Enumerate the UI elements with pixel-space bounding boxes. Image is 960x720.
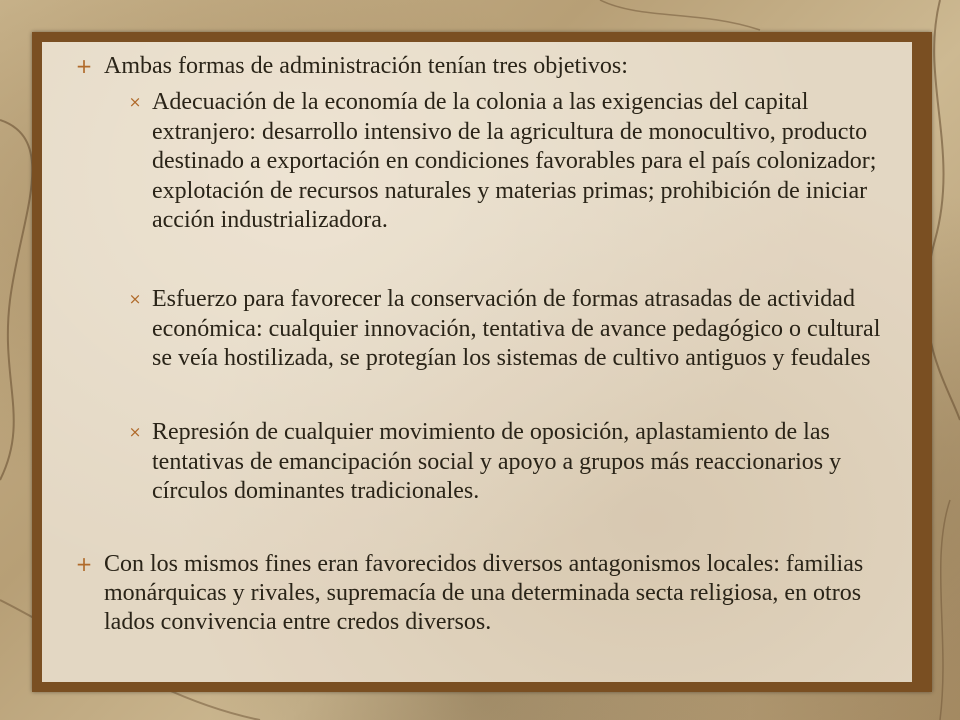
- cross-icon: ×: [128, 93, 142, 111]
- bullet-text: Con los mismos fines eran favorecidos diversos antagonismos locales: familias monárquicas y rivales, supremacía de una determinada secta religiosa, en otros lados convivencia entre credos diversos.: [104, 551, 864, 635]
- sub-bullet-text: Adecuación de la economía de la colonia a las exigencias del capital extranjero: desarrollo intensivo de la agricultura de monocultivo, producto destinado a exportación en condiciones favorables para el país colonizador; explotación de recursos naturales y materias primas; prohibición de iniciar acción industrializadora.: [152, 89, 877, 233]
- slide-content: [42, 42, 912, 682]
- sub-bullet-item-repression: [128, 418, 892, 507]
- bullet-item-objectives: [75, 52, 874, 81]
- cross-icon: ×: [128, 290, 142, 308]
- bullet-text: Ambas formas de administración tenían tres objetivos:: [104, 53, 628, 79]
- bullet-item-antagonisms: [75, 550, 874, 637]
- sub-bullet-item-conservation: [128, 285, 892, 374]
- sub-bullet-item-economy: [128, 88, 892, 236]
- sub-bullet-text: Represión de cualquier movimiento de oposición, aplastamiento de las tentativas de emancipación social y apoyo a grupos más reaccionarios y círculos dominantes tradicionales.: [152, 419, 842, 504]
- sub-bullet-text: Esfuerzo para favorecer la conservación de formas atrasadas de actividad económica: cualquier innovación, tentativa de avance pedagógico o cultural se veía hostilizada, se protegían los sistemas de cultivo antiguos y feudales: [152, 286, 881, 371]
- plus-icon: +: [75, 54, 93, 78]
- cross-icon: ×: [128, 423, 142, 441]
- plus-icon: +: [75, 552, 93, 576]
